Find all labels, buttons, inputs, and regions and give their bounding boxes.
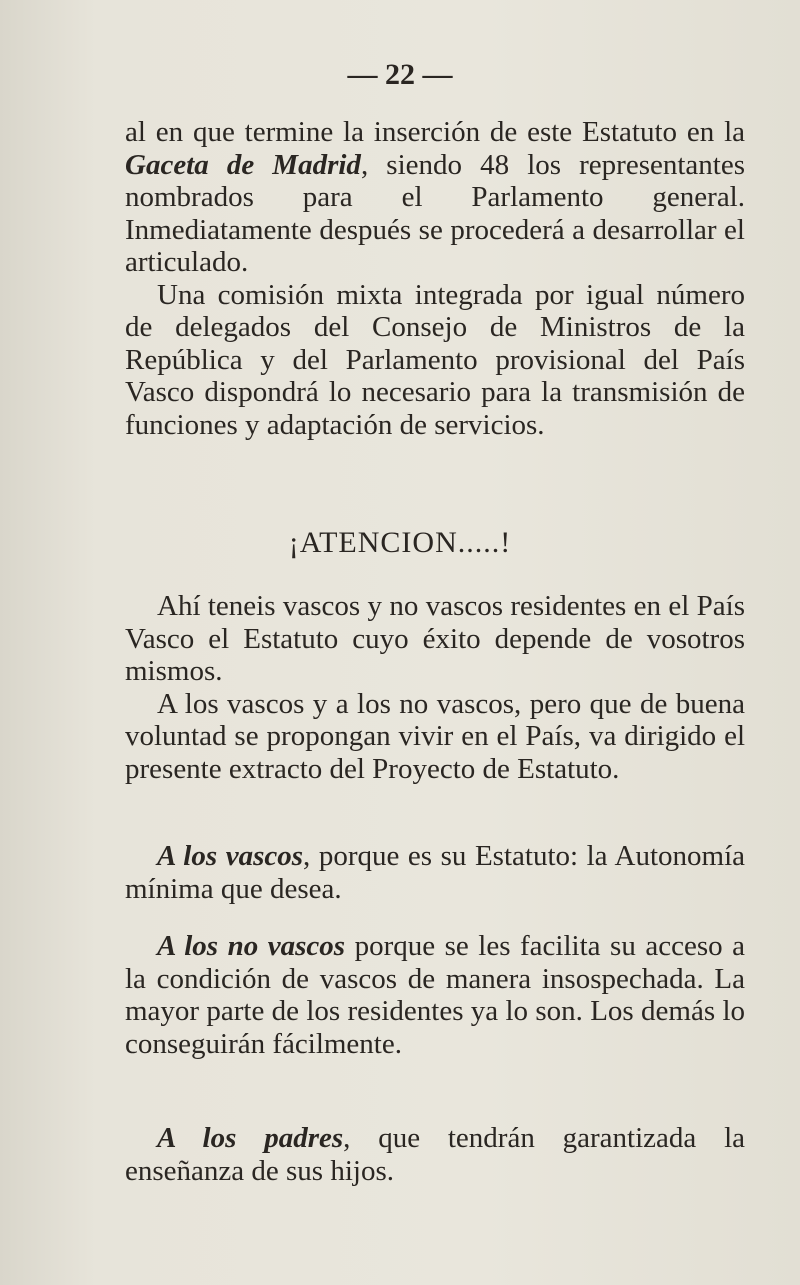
gazette-title: Gaceta de Madrid [125, 148, 361, 181]
page-number: — 22 — [347, 58, 453, 91]
paragraph-statute-insertion [125, 116, 745, 279]
section-heading: ¡ATENCION.....! [288, 526, 512, 559]
item-text: , que tendrán garantizada la enseñanza de sus hijos. [125, 1122, 745, 1187]
paragraph-text: , siendo 48 los representantes nombrados para el Parlamento general. Inmediatamente después se procederá a desarrollar el articulado. [125, 148, 745, 278]
item-lead: A los vascos [157, 840, 304, 872]
item-lead: A los no vascos [157, 930, 346, 962]
item-text: , porque es su Estatuto: la Autonomía mínima que desea. [125, 840, 745, 905]
paragraph-addressed-to: A los vascos y a los no vascos, pero que de buena voluntad se propongan vivir en el País, va dirigido el presente extracto del Proyecto de Estatuto. [125, 687, 745, 785]
paragraph-basques-residents: Ahí teneis vascos y no vascos residentes en el País Vasco el Estatuto cuyo éxito depende de vosotros mismos. [125, 590, 745, 687]
item-non-basques [125, 930, 745, 1060]
top-text-block [125, 116, 745, 441]
item-parents [125, 1122, 745, 1187]
paragraph-text: al en que termine la inserción de este Estatuto en la [125, 116, 745, 148]
item-basques [125, 840, 745, 905]
paragraph-mixed-commission: Una comisión mixta integrada por igual número de delegados del Consejo de Ministros de la República y del Parlamento provisional del País Vasco dispondrá lo necesario para la transmisión de funciones y adaptación de servicios. [125, 278, 745, 441]
item-text: porque se les facilita su acceso a la condición de vascos de manera insospechada. La mayor parte de los residentes ya lo son. Los demás lo conseguirán fácilmente. [125, 930, 745, 1060]
attention-text-block [125, 590, 745, 785]
item-lead: A los padres [157, 1122, 344, 1154]
